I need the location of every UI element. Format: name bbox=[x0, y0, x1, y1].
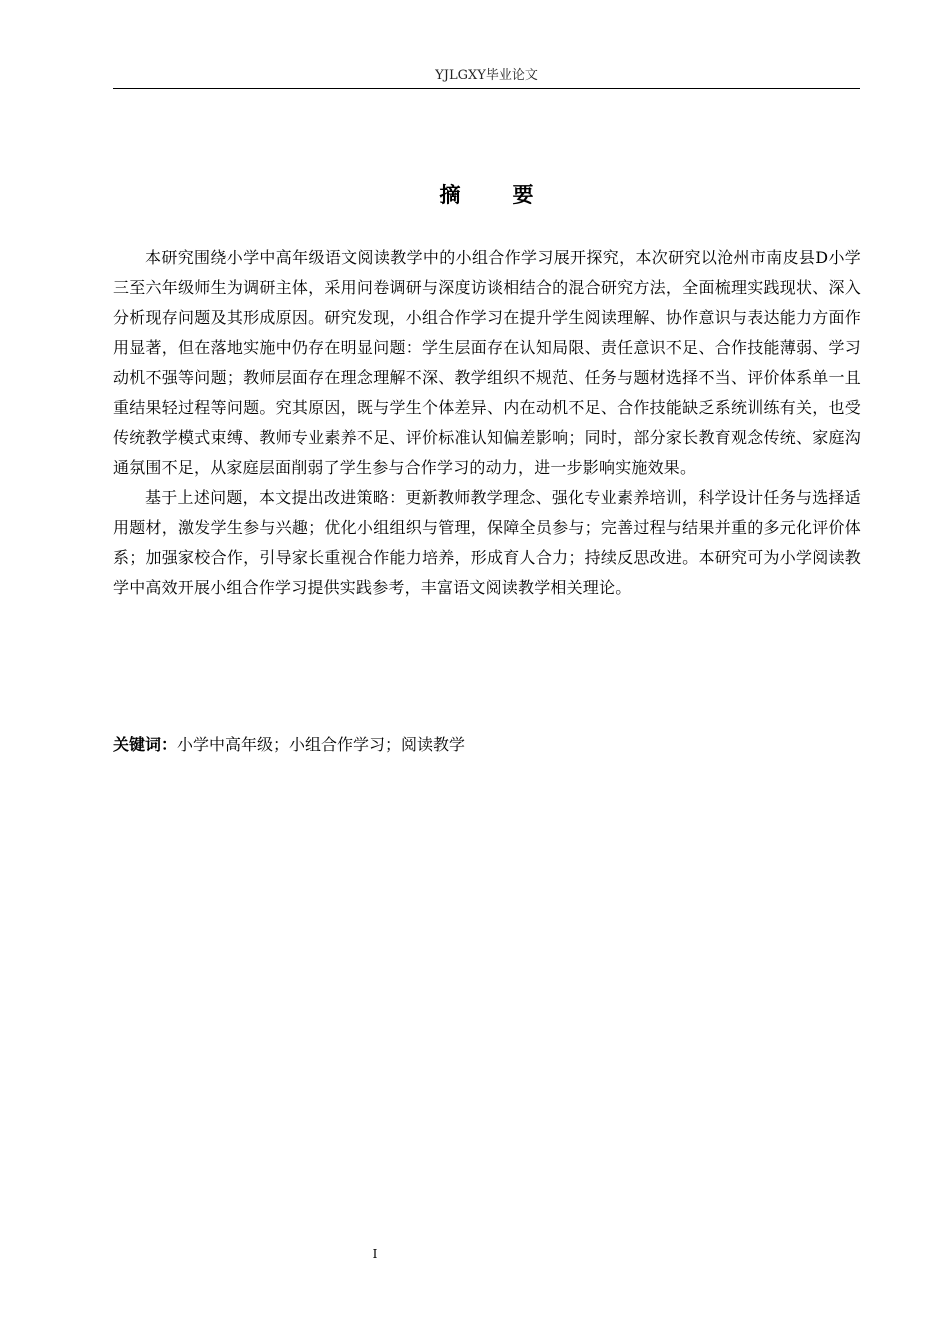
keywords-text: 小学中高年级；小组合作学习；阅读教学 bbox=[177, 735, 466, 754]
running-title: YJLGXY毕业论文 bbox=[435, 68, 538, 83]
abstract-paragraph-2: 基于上述问题，本文提出改进策略：更新教师教学理念、强化专业素养培训，科学设计任务与选择适用题材，激发学生参与兴趣；优化小组组织与管理，保障全员参与；完善过程与结果并重的多元化评价体系；加强家校合作，引导家长重视合作能力培养，形成育人合力；持续反思改进。本研究可为小学阅读教学中高效开展小组合作学习提供实践参考，丰富语文阅读教学相关理论。 bbox=[113, 488, 861, 597]
page-number: I bbox=[372, 1247, 378, 1261]
abstract-paragraph-1: 本研究围绕小学中高年级语文阅读教学中的小组合作学习展开探究，本次研究以沧州市南皮县D小学三至六年级师生为调研主体，采用问卷调研与深度访谈相结合的混合研究方法，全面梳理实践现状、深入分析现存问题及其形成原因。研究发现，小组合作学习在提升学生阅读理解、协作意识与表达能力方面作用显著，但在落地实施中仍存在明显问题：学生层面存在认知局限、责任意识不足、合作技能薄弱、学习动机不强等问题；教师层面存在理念理解不深、教学组织不规范、任务与题材选择不当、评价体系单一且重结果轻过程等问题。究其原因，既与学生个体差异、内在动机不足、合作技能缺乏系统训练有关，也受传统教学模式束缚、教师专业素养不足、评价标准认知偏差影响；同时，部分家长教育观念传统、家庭沟通氛围不足，从家庭层面削弱了学生参与合作学习的动力，进一步影响实施效果。 bbox=[113, 248, 861, 477]
running-header bbox=[113, 66, 860, 89]
keywords-label: 关键词： bbox=[113, 735, 178, 754]
abstract-heading-char-1: 摘 bbox=[439, 183, 461, 207]
keywords-line bbox=[113, 730, 861, 760]
abstract-body bbox=[113, 243, 861, 603]
abstract-heading-char-2: 要 bbox=[512, 183, 534, 207]
abstract-heading bbox=[113, 180, 860, 210]
